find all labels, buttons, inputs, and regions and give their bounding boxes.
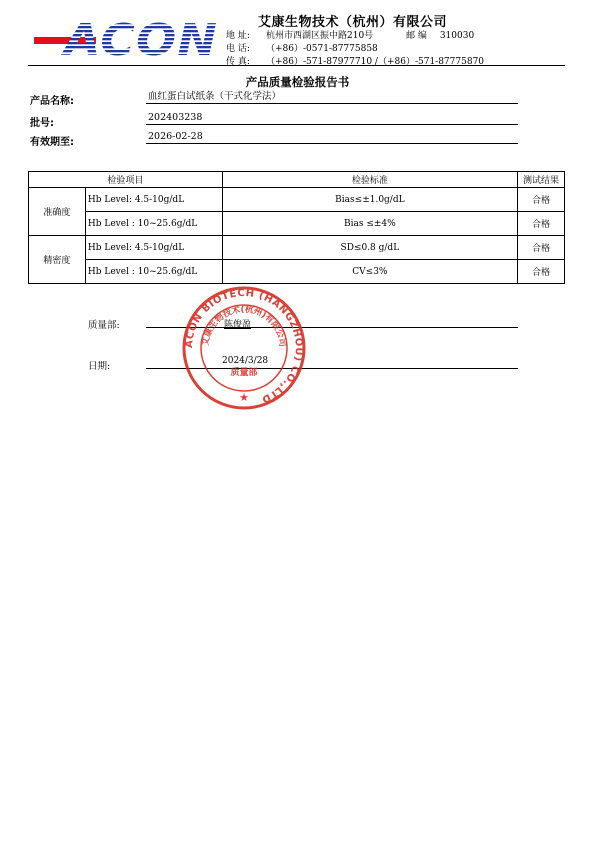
product-name-value: 血红蛋白试纸条（干式化学法）	[146, 90, 518, 104]
expiry-label: 有效期至:	[30, 137, 74, 148]
result-cell: 合格	[518, 236, 565, 260]
table-row	[29, 260, 565, 284]
header-inspection-item: 检验项目	[29, 172, 223, 188]
table-header-row	[29, 172, 565, 188]
batch-label: 批号:	[30, 118, 54, 129]
result-cell: 合格	[518, 260, 565, 284]
standard-cell: Bias ≤±4%	[222, 212, 517, 236]
table-row	[29, 236, 565, 260]
seal-star-icon: ★	[239, 391, 249, 404]
company-name: 艾康生物技术（杭州）有限公司	[258, 15, 448, 30]
item-cell: Hb Level : 10~25.6g/dL	[85, 212, 222, 236]
seal-outer-text: ACON BIOTECH (HANGZHOU) CO.,LTD	[183, 287, 305, 405]
table-row	[29, 188, 565, 212]
group-accuracy: 准确度	[29, 188, 86, 236]
quality-dept-label: 质量部:	[88, 320, 120, 331]
item-cell: Hb Level: 4.5-10g/dL	[85, 188, 222, 212]
result-cell: 合格	[518, 188, 565, 212]
document-title: 产品质量检验报告书	[245, 75, 350, 89]
date-label: 日期:	[88, 361, 111, 372]
company-seal	[181, 285, 307, 411]
fax-label: 传 真:	[226, 57, 250, 67]
address-label: 地 址:	[226, 31, 250, 41]
expiry-value: 2026-02-28	[146, 130, 518, 144]
postcode-label: 邮 编	[406, 31, 427, 41]
address-line	[226, 28, 474, 41]
header-divider	[28, 65, 565, 66]
inspection-table	[28, 171, 565, 284]
phone-label: 电 话:	[226, 44, 250, 54]
signer-name: 陈俊盈	[224, 320, 252, 330]
date-value: 2024/3/28	[222, 356, 269, 366]
item-cell: Hb Level: 4.5-10g/dL	[85, 236, 222, 260]
header-inspection-standard: 检验标准	[222, 172, 517, 188]
batch-value: 202403238	[146, 111, 518, 125]
seal-center-text: 质量部	[230, 368, 258, 378]
phone-value: （+86）-0571-87775858	[266, 44, 378, 54]
address-value: 杭州市西湖区振中路210号	[266, 31, 374, 41]
standard-cell: SD≤0.8 g/dL	[222, 236, 517, 260]
item-cell: Hb Level : 10~25.6g/dL	[85, 260, 222, 284]
acon-logo	[34, 18, 220, 58]
standard-cell: CV≤3%	[222, 260, 517, 284]
phone-line	[226, 41, 378, 54]
product-name-label: 产品名称:	[30, 96, 74, 107]
seal-inner-text: 艾康生物技术(杭州)有限公司	[200, 304, 288, 348]
svg-text:艾康生物技术(杭州)有限公司	[200, 304, 288, 348]
logo-text: ACON	[60, 18, 218, 58]
standard-cell: Bias≤±1.0g/dL	[222, 188, 517, 212]
result-cell: 合格	[518, 212, 565, 236]
header-test-result: 测试结果	[518, 172, 565, 188]
postcode-value: 310030	[439, 31, 475, 41]
table-row	[29, 212, 565, 236]
fax-value: （+86）-571-87977710 /（+86）-571-87775870	[266, 57, 485, 67]
group-precision: 精密度	[29, 236, 86, 284]
